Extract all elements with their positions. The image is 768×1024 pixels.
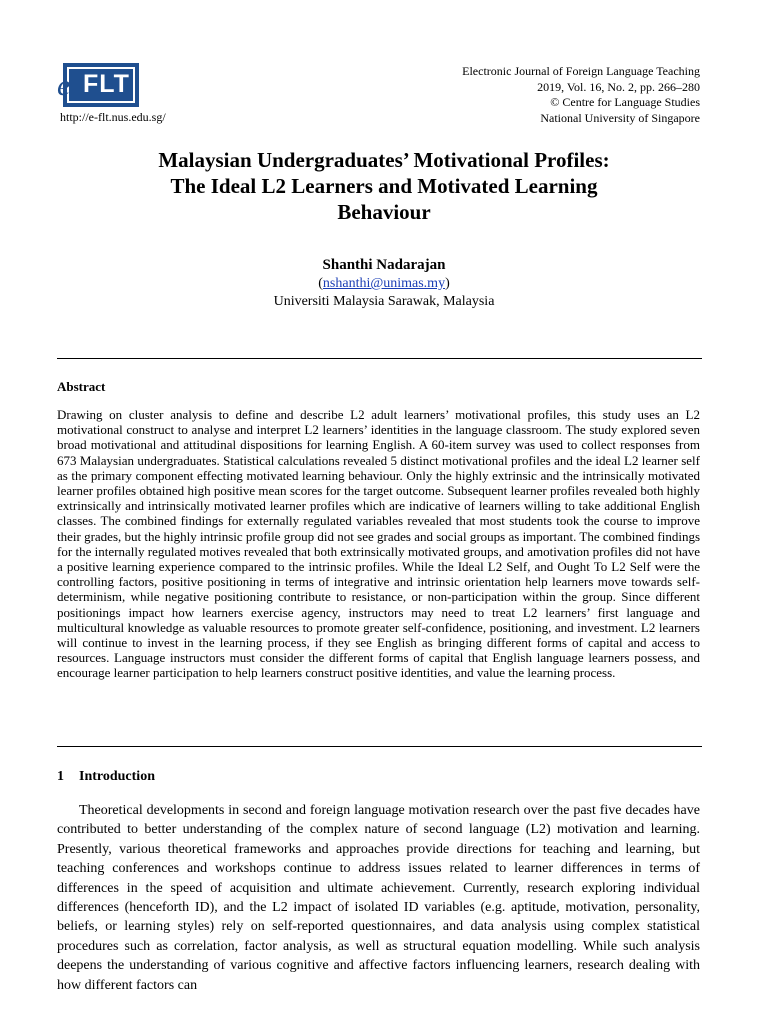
- journal-name: Electronic Journal of Foreign Language Teaching: [462, 64, 700, 78]
- journal-issue: 2019, Vol. 16, No. 2, pp. 266–280: [537, 79, 700, 94]
- journal-info: [462, 64, 700, 126]
- title-line-3: Behaviour: [337, 200, 431, 224]
- abstract-text: Drawing on cluster analysis to define and describe L2 adult learners’ motivational profiles, this study uses an L2 motivational construct to analyse and interpret L2 learners’ identities in the language classroom. The study explored seven broad motivational and attitudinal dispositions for learning English. A 60-item survey was used to collect responses from 673 Malaysian undergraduates. Statistical calculations revealed 5 distinct motivational profiles and the ideal L2 learner self as the primary component effecting motivated learning behaviour. Only the highly extrinsic and the intrinsically motivated learner profiles obtained high positive mean scores for the target outcome. Subsequent learner profiles revealed both highly extrinsically and intrinsically motivated learner profiles which are indicative of learners willing to take additional English classes. The combined findings for externally regulated variables revealed that most students took the course to improve their grades, but the highly intrinsic profile group did not see grades and social groups as important. The combined findings for the internally regulated motives revealed that both extrinsically motivated groups, and amotivation profiles did not have a positive learning experience compared to the intrinsic profiles. While the Ideal L2 Self, and Ought To L2 Self were the controlling factors, positive positioning in terms of integrative and intrinsic orientation help learners move towards self-determinism, while negative positioning contribute to resistance, or non-participation within the group. Since different positionings impact how learners exercise agency, instructors may need to treat L2 learners’ first language and multicultural knowledge as valuable resources to promote greater self-confidence, positioning, and investment. L2 learners will continue to invest in the learning process, if they see English as bringing different forms of capital and access to resources. Language instructors must consider the different forms of capital that English language learners possess, and encourage learner participation to help learners construct positive identities, and value the learning process.: [57, 407, 700, 681]
- journal-url[interactable]: http://e-flt.nus.edu.sg/: [60, 110, 166, 124]
- abstract-heading: Abstract: [57, 379, 106, 394]
- journal-logo: [57, 63, 139, 107]
- divider-bottom: [57, 746, 702, 747]
- section-number: 1: [57, 769, 64, 784]
- author-name: Shanthi Nadarajan: [322, 257, 446, 273]
- logo-prefix: e: [57, 69, 71, 102]
- section-heading-introduction: [57, 769, 155, 785]
- divider-top: [57, 358, 702, 359]
- section-title: Introduction: [79, 769, 155, 784]
- author-email-link[interactable]: nshanthi@unimas.my: [322, 276, 446, 291]
- logo-main: FLT: [83, 70, 130, 98]
- journal-copyright: © Centre for Language Studies: [550, 95, 700, 109]
- title-line-1: Malaysian Undergraduates’ Motivational Profiles:: [158, 148, 610, 172]
- paper-title: [84, 147, 684, 225]
- title-line-2: The Ideal L2 Learners and Motivated Learning: [170, 174, 598, 198]
- introduction-paragraph: Theoretical developments in second and foreign language motivation research over the past five decades have contributed to better understanding of the complex nature of second language (L2) motivation and learning. Presently, various theoretical frameworks and approaches provide directions for teaching and learning, but teaching conferences and workshops continue to address issues related to learner differences in terms of differences in the speed of acquisition and ultimate achievement. Currently, research exploring individual differences (henceforth ID), and the L2 impact of isolated ID variables (e.g. aptitude, motivation, personality, beliefs, or learning styles) rely on self-reported questionnaires, and data analysis using complex statistical procedures such as correlation, factor analysis, as well as structural equation modelling. While such analysis deepens the understanding of various cognitive and affective factors influencing learners, research dealing with how different factors can: [57, 803, 700, 993]
- author-affiliation: Universiti Malaysia Sarawak, Malaysia: [273, 294, 495, 309]
- author-email-line: (nshanthi@unimas.my): [318, 276, 450, 291]
- journal-university: National University of Singapore: [540, 110, 700, 125]
